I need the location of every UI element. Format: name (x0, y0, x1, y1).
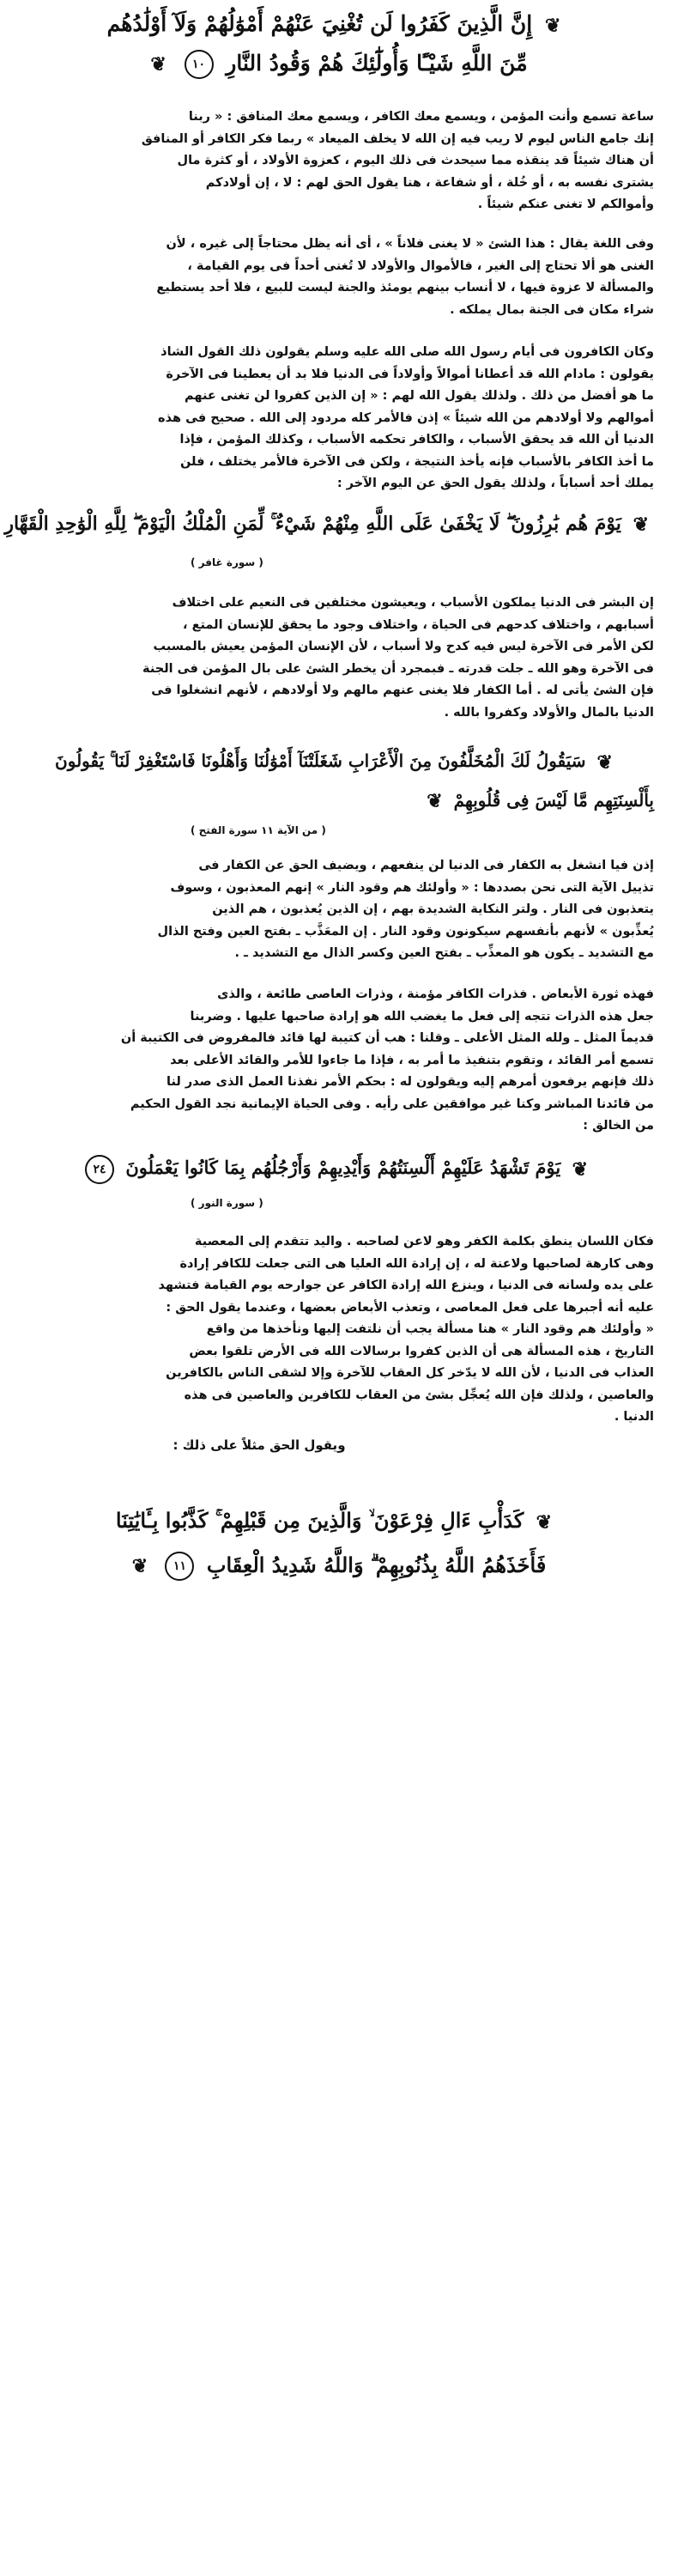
text-line: يقولون : مادام الله قد أعطانا أموالاً وأولاداً فى الدنيا فلا بد أن يعطينا فى الآخرة (166, 367, 654, 381)
verse-line: يَوْمَ هُم بَٰرِزُونَ ۖ لَا يَخْفَىٰ عَلَى اللَّهِ مِنْهُمْ شَيْءٌ ۚ لِّمَنِ الْمُلْكُ الْيَوْمَ ۖ لِلَّهِ الْوَٰحِدِ الْقَهَّارِ (4, 513, 621, 535)
paragraph (19, 234, 654, 321)
text-line: ذلك فإنهم يرفعون أمرهم إليه ويقولون له : بحكم الأمر نفذنا العمل الذى صدر لنا (166, 1075, 654, 1089)
text-line: إذن فيا انشغل به الكفار فى الدنيا لن ينفعهم ، ويضيف الحق عن الكفار فى (198, 859, 654, 872)
verse-number: ٢٤ (85, 1155, 114, 1184)
text-line: أسبابهم ، واختلاف كدحهم فى الحياة ، واختلاف وجود ما يحقق للإنسان المتع ، (183, 617, 654, 632)
ornament-icon: ❦ (131, 1555, 148, 1577)
text-line: مع التشديد ـ يكون هو المعذِّب ـ بفتح العين وكسر الذال مع التشديد ـ . (234, 946, 654, 960)
text-line: من الخالق : (583, 1119, 654, 1133)
verse-block-3 (19, 742, 654, 820)
text-line: والعاصين ، ولذلك فإن الله يُعجِّل بشئ من العقاب للكافرين والعاصين فى هذه (184, 1388, 654, 1402)
paragraph: ويقول الحق مثلاً على ذلك : (172, 1437, 346, 1453)
text-line: جعل هذه الذرات تتجه إلى فعل ما يغضب الله هو إرادة صاحبها عليها . وضربنا (190, 1009, 654, 1024)
verse-line: بِأَلْسِنَتِهِم مَّا لَيْسَ فِى قُلُوبِهِمْ (453, 789, 654, 811)
verse-block-4 (19, 1149, 654, 1188)
verse-number: ١٠ (185, 50, 214, 79)
paragraph (19, 342, 654, 495)
verse-reference: ( سورة غافر ) (191, 556, 263, 568)
text-line: التاريخ ، هذه المسألة هى أن الذين كفروا برسالات الله فى الأرض تلقوا بعض (189, 1344, 654, 1358)
text-line: فى الآخرة وهو الله ـ جلت قدرته ـ فبمجرد أن يخطر الشئ على بال المؤمن فى الجنة (142, 661, 654, 676)
text-line: ما هو أفضل من ذلك . ولذلك يقول الله لهم : « إن الذين كفروا لن تغنى عنهم (185, 389, 654, 403)
ornament-icon: ❦ (427, 790, 443, 812)
paragraph (19, 984, 654, 1138)
ornament-icon: ❦ (544, 14, 561, 37)
text-line: من قائدنا المباشر وكنا غير موافقين على رأيه . وفى الحياة الإيمانية نجد القول الحكيم (130, 1097, 654, 1111)
text-line: وفى اللغة يقال : هذا الشئ « لا يغنى فلاناً » ، أى أنه يظل محتاجاً إلى غيره ، لأن (166, 237, 654, 251)
text-line: قديماً المثل ـ ولله المثل الأعلى ـ وقلنا : هب أن كتيبة لها قائد فالمفروض فى الكتيبة أن (120, 1031, 654, 1045)
verse-line: يَوْمَ تَشْهَدُ عَلَيْهِمْ أَلْسِنَتُهُمْ وَأَيْدِيهِمْ وَأَرْجُلُهُم بِمَا كَانُوا يَعْمَلُونَ (125, 1157, 561, 1178)
verse-line: سَيَقُولُ لَكَ الْمُخَلَّفُونَ مِنَ الْأَعْرَابِ شَغَلَتْنَآ أَمْوَٰلُنَا وَأَهْلُونَا فَاسْتَغْفِرْ لَنَا ۚ يَقُولُونَ (55, 750, 586, 771)
paragraph (19, 1231, 654, 1429)
ornament-icon: ❦ (572, 1157, 588, 1181)
text-line: شراء مكان فى الجنة بمال يملكه . (450, 302, 654, 317)
text-line: الدنيا أن الله قد يحقق الأسباب ، والكافر تحكمه الأسباب ، وكذلك المؤمن ، فإذا (179, 433, 654, 447)
text-line: « وأولئك هم وقود النار » هنا مسألة يجب أن نلتفت إليها ونأخذها من واقع (206, 1322, 654, 1336)
verse-line: مِّنَ اللَّهِ شَيْـًٔا وَأُولَٰٓئِكَ هُمْ وَقُودُ النَّارِ (226, 50, 528, 76)
text-line: فكان اللسان ينطق بكلمة الكفر وهو لاعن لصاحبه . واليد تتقدم إلى المعصية (194, 1235, 654, 1249)
verse-block-1 (19, 5, 654, 83)
text-line: لكن الأمر فى الآخرة ليس فيه كدح ولا أسباب ، لأن الإنسان المؤمن يعيش بالمسبب (153, 640, 654, 653)
text-line: ساعة تسمع وأنت المؤمن ، ويسمع معك الكافر ، ويسمع معك المنافق : « ربنا (188, 110, 654, 124)
text-line: الدنيا بالمال والأولاد وكفروا بالله . (444, 705, 654, 720)
paragraph (19, 855, 654, 965)
text-line: أن هناك شيئاً قد ينقذه مما سيحدث فى ذلك اليوم ، كعزوة الأولاد ، أو كثرة مال (177, 154, 654, 167)
text-line: الدنيا . (614, 1410, 654, 1424)
verse-block-5 (19, 1499, 654, 1588)
text-line: إنك جامع الناس ليوم لا ريب فيه إن الله لا يخلف الميعاد » ربما فكر الكافر أو المنافق (141, 131, 654, 146)
text-line: أموالهم ولا أولادهم من الله شيئاً » إذن فالأمر كله مردود إلى الله . صحيح فى هذه (158, 410, 654, 425)
text-line: يملك أحد أسباباً ، ولذلك يقول الحق عن اليوم الآخر : (336, 477, 654, 490)
ornament-icon: ❦ (150, 53, 166, 76)
text-line: وكان الكافرون فى أيام رسول الله صلى الله عليه وسلم يقولون ذلك القول الشاذ (160, 345, 654, 359)
text-line: العذاب فى الدنيا ، لأن الله لا يدّخر كل العقاب للآخرة وإلا لشقى الناس بالكافرين (166, 1366, 654, 1380)
text-line: يشترى نفسه به ، أو خُلة ، أو شفاعة ، هنا يقول الحق لهم : لا ، إن أولادكم (205, 175, 654, 190)
text-line: يُعذِّبون » لأنهم بأنفسهم سيكونون وقود النار . إن المعَذَّب ـ بفتح العين وفتح الذال (157, 924, 654, 939)
text-line: والمسألة لا عزوة فيها ، لا أنساب بينهم يومئذ والجنة ليست للبيع ، فلا أحد يستطيع (156, 281, 654, 295)
verse-number: ١١ (165, 1552, 194, 1581)
paragraph (19, 106, 654, 216)
text-line: وأموالكم لا تغنى عنكم شيئاً . (477, 197, 654, 211)
verse-line: إِنَّ الَّذِينَ كَفَرُوا لَن تُغْنِيَ عَنْهُمْ أَمْوَٰلُهُمْ وَلَآ أَوْلَٰدُهُم (106, 11, 533, 36)
text-line: على يده ولسانه فى الدنيا ، وينزع الله إرادة الكافر عن جوارحه يوم القيامة فتشهد (158, 1279, 654, 1292)
text-line: إن البشر فى الدنيا يملكون الأسباب ، ويعيشون مختلفين فى النعيم على اختلاف (172, 596, 654, 610)
verse-reference: ( سورة النور ) (191, 1197, 263, 1209)
text-line: عليه أنه أجبرها على فعل المعاصى ، وتعذب الأبعاض بعضها ، وعندما يقول الحق : (166, 1300, 654, 1315)
verse-block-2 (4, 505, 654, 544)
text-line: فإن الشئ يأتى له . أما الكفار فلا يغنى عنهم مالهم ولا أولادهم ، لأنهم انشغلوا فى (151, 683, 654, 697)
verse-line: كَدَأْبِ ءَالِ فِرْعَوْنَ ۙ وَالَّذِينَ مِن قَبْلِهِمْ ۚ كَذَّبُوا بِـَٔايَٰتِنَا (115, 1508, 524, 1533)
ornament-icon: ❦ (632, 513, 649, 536)
ornament-icon: ❦ (536, 1510, 553, 1534)
text-line: يتعذبون فى النار . ولتر النكاية الشديدة بهم ، إن الذين يُعذبون ، هم الذين (212, 902, 654, 916)
paragraph (19, 592, 654, 724)
text-line: تذييل الآية التى نحن بصددها : « وأولئك هم وقود النار » إنهم المعذبون ، وسوف (170, 880, 654, 895)
text-line: ما أخذ الكافر بالأسباب فإنه يأخذ النتيجة ، ولكن فى الآخرة فالأمر يختلف ، فلن (180, 454, 654, 469)
text-line: فهذه ثورة الأبعاض . فذرات الكافر مؤمنة ، وذرات العاصى طائعة ، والذى (217, 987, 654, 1001)
verse-line: فَأَخَذَهُمُ اللَّهُ بِذُنُوبِهِمْ ۗ وَاللَّهُ شَدِيدُ الْعِقَابِ (206, 1552, 547, 1577)
verse-reference: ( من الآية ١١ سورة الفتح ) (191, 824, 326, 836)
text-line: الغنى هو ألا تحتاج إلى الغير ، فالأموال والأولاد لا تُغنى أحداً فى يوم القيامة ، (187, 258, 654, 273)
text-line: وهى كارهة لصاحبها ولاعنة له ، إن إرادة الله العليا هى التى جعلت للكافر إرادة (179, 1256, 654, 1271)
text-line: تسمع أمر القائد ، وتقوم بتنفيذ ما أمر به ، فإذا ما جاءوا للأمر والقائد الأعلى بعد (170, 1053, 654, 1067)
ornament-icon: ❦ (596, 750, 613, 774)
